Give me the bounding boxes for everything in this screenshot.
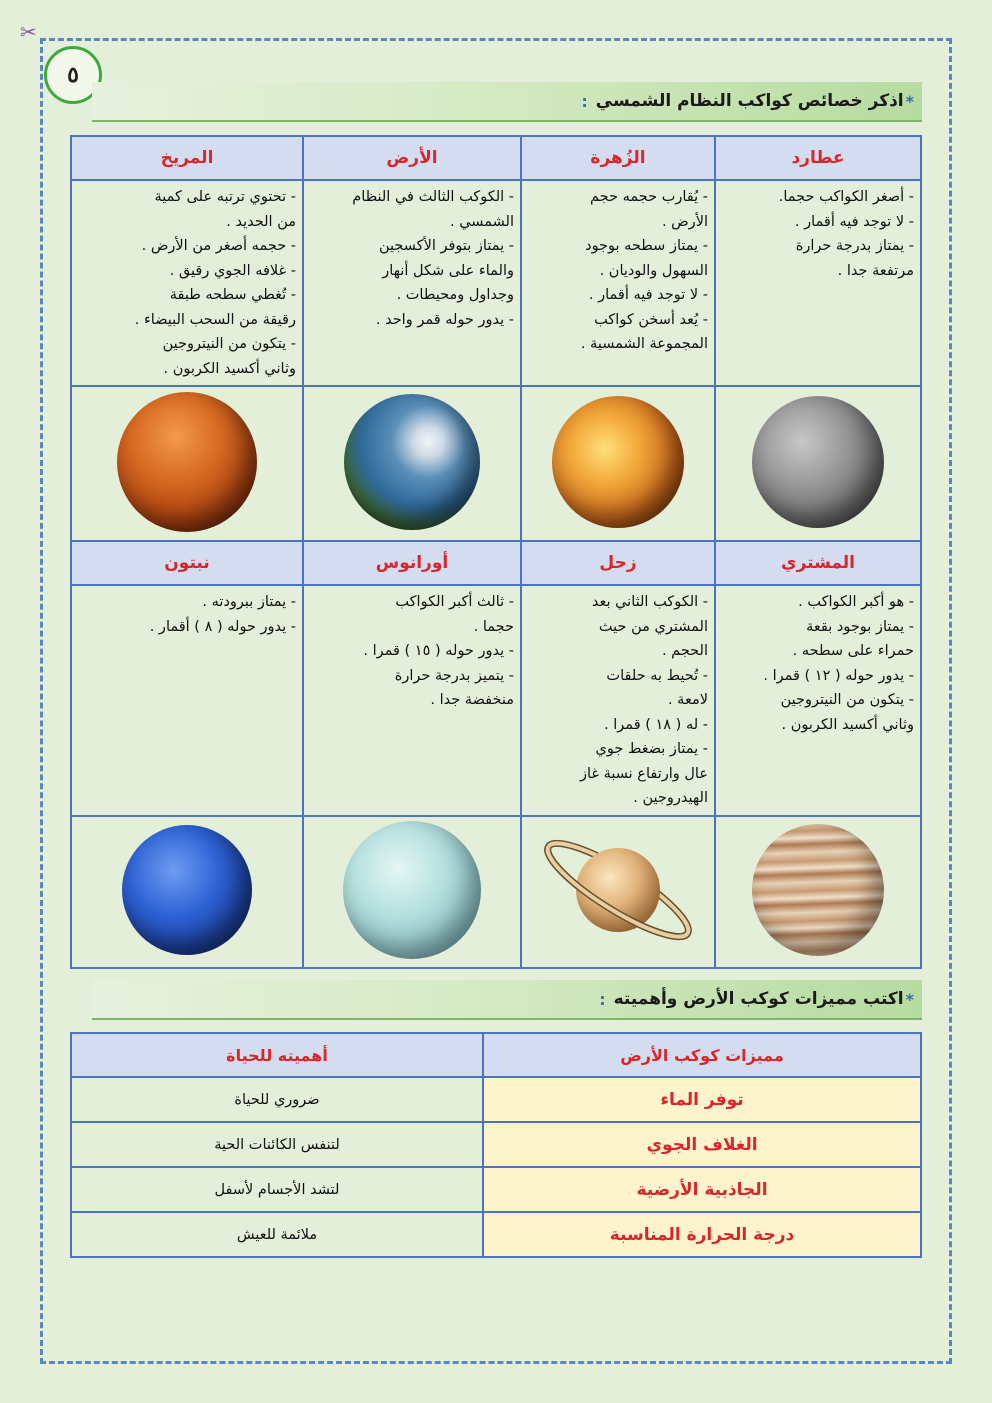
description-line: - يتكون من النيتروجين bbox=[162, 336, 296, 352]
table-row bbox=[71, 1212, 921, 1257]
description-line: - يمتاز بضغط جوي bbox=[595, 741, 708, 757]
feature-cell: درجة الحرارة المناسبة bbox=[483, 1212, 921, 1257]
description-line: - هو أكبر الكواكب . bbox=[798, 594, 914, 610]
description-line: - يمتاز ببرودته . bbox=[202, 594, 296, 610]
earth-icon bbox=[344, 394, 480, 530]
description-line: - يتكون من النيتروجين bbox=[780, 692, 914, 708]
description-line: - أصغر الكواكب حجما. bbox=[778, 189, 914, 205]
section-title-bar bbox=[92, 980, 922, 1020]
description-line: - الكوكب الثاني بعد bbox=[591, 594, 708, 610]
description-line: - تحتوي ترتبه على كمية bbox=[154, 189, 296, 205]
description-line: الهيدروجين . bbox=[633, 790, 708, 806]
section-title: اكتب مميزات كوكب الأرض وأهميته bbox=[613, 989, 904, 1009]
table-row bbox=[71, 1122, 921, 1167]
description-line: - يمتاز سطحه بوجود bbox=[585, 238, 708, 254]
planet-names-row bbox=[71, 136, 921, 180]
description-line: - يدور حوله قمر واحد . bbox=[375, 311, 514, 328]
description-line: - تُحيط به حلقات bbox=[606, 667, 708, 684]
description-line: عال وارتفاع نسبة غاز bbox=[579, 765, 708, 782]
description-line: - له ( ١٨ ) قمرا . bbox=[604, 716, 708, 733]
description-line: الحجم . bbox=[661, 643, 708, 659]
earth-features-table bbox=[70, 1032, 922, 1258]
planet-image-cell bbox=[71, 386, 303, 541]
section-title-bar bbox=[92, 82, 922, 122]
description-line: السهول والوديان . bbox=[599, 262, 708, 279]
description-line: والماء على شكل أنهار bbox=[382, 262, 514, 279]
description-line: المجموعة الشمسية . bbox=[580, 336, 708, 352]
description-line: لامعة . bbox=[667, 692, 708, 708]
planet-description bbox=[71, 180, 303, 386]
planet-name-cell: الأرض bbox=[303, 136, 521, 180]
description-line: - يمتاز بتوفر الأكسجين bbox=[378, 238, 514, 254]
feature-cell: توفر الماء bbox=[483, 1077, 921, 1122]
table-header-row bbox=[71, 1033, 921, 1077]
section-title: اذكر خصائص كواكب النظام الشمسي bbox=[595, 91, 904, 111]
planet-description bbox=[521, 180, 715, 386]
star-icon: * bbox=[905, 91, 914, 111]
description-line: من الحديد . bbox=[226, 213, 296, 230]
importance-header: أهميته للحياة bbox=[71, 1033, 483, 1077]
description-line: - ثالث أكبر الكواكب bbox=[395, 594, 514, 610]
description-line: رقيقة من السحب البيضاء . bbox=[134, 311, 296, 328]
planet-images-row bbox=[71, 386, 921, 541]
description-line: - يدور حوله ( ١٢ ) قمرا . bbox=[763, 667, 914, 684]
planet-description-row bbox=[71, 180, 921, 386]
description-line: الشمسي . bbox=[449, 213, 514, 230]
planet-description bbox=[521, 585, 715, 816]
planet-name-cell: أورانوس bbox=[303, 541, 521, 585]
planet-name-cell: نبتون bbox=[71, 541, 303, 585]
jupiter-icon bbox=[752, 824, 884, 956]
importance-cell: لتنفس الكائنات الحية bbox=[71, 1122, 483, 1167]
planet-name-cell: المشتري bbox=[715, 541, 921, 585]
section-colon: : bbox=[581, 91, 588, 111]
planet-image-cell bbox=[303, 386, 521, 541]
planet-image-cell bbox=[715, 816, 921, 968]
planet-name-cell: المريخ bbox=[71, 136, 303, 180]
planet-description bbox=[715, 585, 921, 816]
description-line: - يدور حوله ( ٨ ) أقمار . bbox=[149, 618, 296, 635]
planet-image-cell bbox=[521, 816, 715, 968]
description-line: - يُقارب حجمه حجم bbox=[590, 189, 708, 205]
description-line: - يمتاز بدرجة حرارة bbox=[795, 238, 914, 254]
features-header: مميزات كوكب الأرض bbox=[483, 1033, 921, 1077]
description-line: حمراء على سطحه . bbox=[792, 643, 914, 659]
neptune-icon bbox=[122, 825, 252, 955]
uranus-icon bbox=[343, 821, 481, 959]
description-line: - يمتاز بوجود بقعة bbox=[806, 618, 914, 635]
description-line: - حجمه أصغر من الأرض . bbox=[141, 238, 296, 254]
planet-image-cell bbox=[303, 816, 521, 968]
planet-image-cell bbox=[521, 386, 715, 541]
feature-cell: الغلاف الجوي bbox=[483, 1122, 921, 1167]
planet-name-cell: الزُهرة bbox=[521, 136, 715, 180]
table-row bbox=[71, 1077, 921, 1122]
saturn-icon bbox=[533, 825, 703, 955]
star-icon: * bbox=[905, 989, 914, 1009]
page-number: ٥ bbox=[67, 62, 79, 88]
description-line: - يدور حوله ( ١٥ ) قمرا . bbox=[363, 643, 514, 659]
scissors-icon: ✂ bbox=[20, 20, 37, 44]
planet-description bbox=[303, 180, 521, 386]
planet-description bbox=[303, 585, 521, 816]
description-line: المشتري من حيث bbox=[598, 618, 708, 635]
planet-description-row bbox=[71, 585, 921, 816]
description-line: - تُغطي سطحه طبقة bbox=[169, 287, 296, 303]
importance-cell: لتشد الأجسام لأسفل bbox=[71, 1167, 483, 1212]
description-line: الأرض . bbox=[661, 213, 708, 230]
planet-images-row bbox=[71, 816, 921, 968]
mars-icon bbox=[117, 392, 257, 532]
planet-name-cell: عطارد bbox=[715, 136, 921, 180]
description-line: وجداول ومحيطات . bbox=[396, 287, 514, 303]
planets-table bbox=[70, 135, 922, 969]
description-line: - لا توجد فيه أقمار . bbox=[794, 213, 914, 230]
description-line: وثاني أكسيد الكربون . bbox=[163, 360, 296, 377]
description-line: - غلافه الجوي رقيق . bbox=[169, 262, 296, 279]
description-line: منخفضة جدا . bbox=[430, 692, 514, 708]
section-colon: : bbox=[599, 989, 606, 1009]
description-line: مرتفعة جدا . bbox=[837, 262, 914, 279]
description-line: - يتميز بدرجة حرارة bbox=[394, 667, 514, 684]
description-line: - لا توجد فيه أقمار . bbox=[588, 287, 708, 303]
planet-name-cell: زحل bbox=[521, 541, 715, 585]
description-line: حجما . bbox=[473, 618, 514, 635]
planet-image-cell bbox=[71, 816, 303, 968]
mercury-icon bbox=[752, 396, 884, 528]
table-row bbox=[71, 1167, 921, 1212]
description-line: وثاني أكسيد الكربون . bbox=[781, 716, 914, 733]
importance-cell: ضروري للحياة bbox=[71, 1077, 483, 1122]
planet-description bbox=[71, 585, 303, 816]
feature-cell: الجاذبية الأرضية bbox=[483, 1167, 921, 1212]
planet-image-cell bbox=[715, 386, 921, 541]
description-line: - الكوكب الثالث في النظام bbox=[352, 189, 514, 205]
importance-cell: ملائمة للعيش bbox=[71, 1212, 483, 1257]
description-line: - يُعد أسخن كواكب bbox=[594, 311, 708, 328]
planet-description bbox=[715, 180, 921, 386]
venus-icon bbox=[552, 396, 684, 528]
planet-names-row bbox=[71, 541, 921, 585]
